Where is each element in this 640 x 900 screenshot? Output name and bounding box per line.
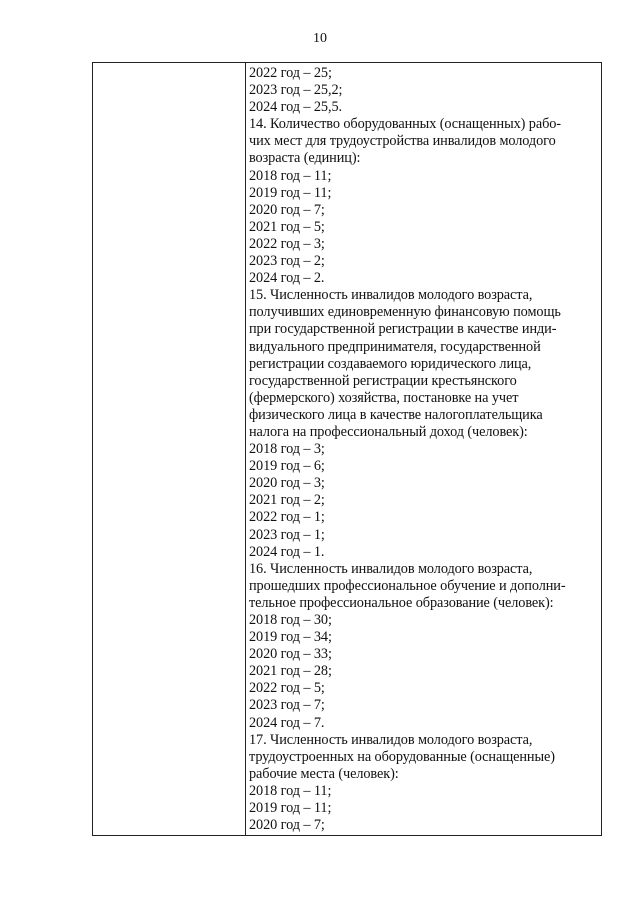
text-line: 2020 год – 7; [249,817,325,834]
left-column-cell [93,63,246,835]
text-line: (фермерского) хозяйства, постановке на учет [249,389,519,406]
text-line: при государственной регистрации в качестве инди- [249,321,557,338]
text-line: 2020 год – 3; [249,475,325,492]
text-line: 2018 год – 11; [249,167,332,184]
text-line: 2021 год – 28; [249,663,332,680]
text-line: трудоустроенных на оборудованные (оснащенные) [249,748,555,765]
text-line: возраста (единиц): [249,150,361,167]
text-line: 2019 год – 34; [249,629,332,646]
text-line: 2023 год – 2; [249,253,325,270]
text-line: видуального предпринимателя, государственной [249,338,541,355]
text-line: 2021 год – 5; [249,218,325,235]
text-line: 2018 год – 11; [249,782,332,799]
text-line: тельное профессиональное образование (человек): [249,594,554,611]
text-line: регистрации создаваемого юридического лица, [249,355,532,372]
text-line: 2022 год – 1; [249,509,325,526]
text-line: 2023 год – 7; [249,697,325,714]
text-line: 14. Количество оборудованных (оснащенных) рабо- [249,116,561,133]
text-line: 2022 год – 3; [249,235,325,252]
text-line: 2024 год – 25,5. [249,99,342,116]
text-line: прошедших профессиональное обучение и дополни- [249,577,566,594]
text-line: 2018 год – 30; [249,612,332,628]
text-line: 2018 год – 3; [249,441,325,458]
text-line: рабочие места (человек): [249,765,399,782]
text-line: 2022 год – 5; [249,680,325,697]
right-column-cell [246,63,601,835]
text-line: чих мест для трудоустройства инвалидов молодого [249,133,556,150]
text-line: 2023 год – 1; [249,526,325,543]
text-line: 2024 год – 1. [249,543,325,560]
text-line: 15. Численность инвалидов молодого возраста, [249,287,533,304]
text-line: государственной регистрации крестьянского [249,372,517,389]
text-line: физического лица в качестве налогоплательщика [249,406,543,423]
text-line: получивших единовременную финансовую помощь [249,304,561,321]
indicator-table [92,62,602,836]
page-number: 10 [313,31,327,46]
text-line: 2024 год – 7. [249,714,325,731]
text-line: 16. Численность инвалидов молодого возраста, [249,560,533,577]
text-line: 2020 год – 33; [249,646,332,663]
text-line: 2020 год – 7; [249,201,325,218]
text-line: 2024 год – 2. [249,270,325,287]
text-line: 2019 год – 11; [249,800,332,817]
text-line: 2023 год – 25,2; [249,82,343,99]
text-line: 2019 год – 6; [249,458,325,475]
text-line: 2022 год – 25; [249,65,332,81]
text-line: 2021 год – 2; [249,492,325,509]
text-line: 2019 год – 11; [249,184,332,201]
text-line: налога на профессиональный доход (человек): [249,423,528,440]
text-line: 17. Численность инвалидов молодого возраста, [249,731,533,748]
